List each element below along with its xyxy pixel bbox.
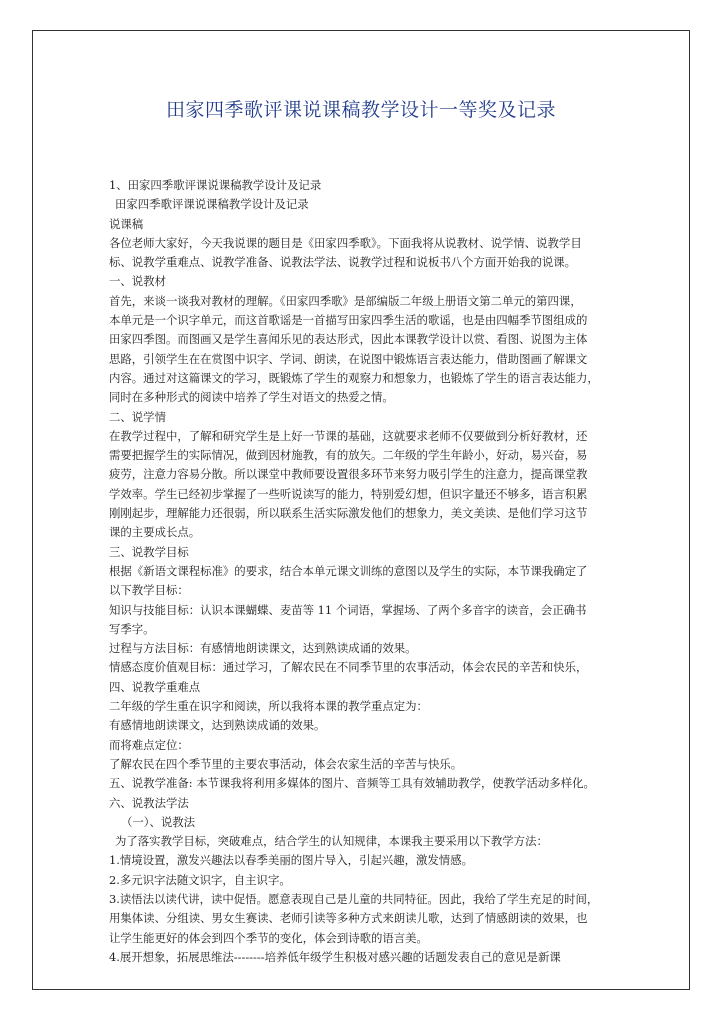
paragraph-line: 疲劳，注意力容易分散。所以课堂中教师要设置很多环节来努力吸引学生的注意力，提高课堂教 [109,467,588,482]
paragraph-line: 情感态度价值观目标：通过学习，了解农民在不同季节里的农事活动，体会农民的辛苦和快乐， [109,660,588,675]
section-heading: 说课稿 [109,216,144,231]
subtitle-line: 田家四季歌评课说课稿教学设计及记录 [115,197,309,212]
section-heading: 一、说教材 [109,274,166,289]
paragraph-line: 同时在多种形式的阅读中培养了学生对语文的热爱之情。 [109,390,394,405]
paragraph-line: 在教学过程中，了解和研究学生是上好一节课的基础，这就要求老师不仅要做到分析好教材，还 [109,428,588,443]
list-item: 4.展开想象，拓展思维法--------培养低年级学生积极对感兴趣的话题发表自己的意见是新课 [109,949,561,964]
paragraph-line: 本单元是一个识字单元，而这首歌谣是一首描写田家四季生活的歌谣，也是由四幅季节图组成的 [109,313,588,328]
paragraph-line: 而将难点定位： [109,737,189,752]
section-heading: 1、田家四季歌评课说课稿教学设计及记录 [109,178,322,192]
document-body [109,176,657,967]
list-item: 3.读悟法以读代讲，读中促悟。愿意表现自己是儿童的共同特征。因此，我给了学生充足的时间， [109,891,599,906]
paragraph-line: 课的主要成长点。 [109,525,201,540]
paragraph-line: 让学生能更好的体会到四个季节的变化，体会到诗歌的语言美。 [109,930,428,945]
paragraph-line: 标、说教学重难点、说教学准备、说教法学法、说教学过程和说板书八个方面开始我的说课。 [109,255,577,270]
paragraph-line: 有感情地朗读课文，达到熟读成诵的效果。 [109,718,326,733]
paragraph-line: 过程与方法目标：有感情地朗读课文，达到熟读成诵的效果。 [109,641,417,656]
paragraph-line: 首先，来谈一谈我对教材的理解。《田家四季歌》是部编版二年级上册语文第二单元的第四课， [109,293,582,308]
section-heading: 三、说教学目标 [109,544,189,559]
section-heading: 二、说学情 [109,409,166,424]
paragraph-line: 用集体读、分组读、男女生赛读、老师引读等多种方式来朗读儿歌，达到了情感朗读的效果，也 [109,911,588,926]
document-page [32,30,690,990]
list-item: 1.情境设置，激发兴趣法以春季美丽的图片导入，引起兴趣，激发情感。 [109,853,473,868]
paragraph-line: 刚刚起步，理解能力还很弱，所以联系生活实际激发他们的想象力，美文美读、是他们学习这节 [109,506,588,521]
paragraph-line: 内容。通过对这篇课文的学习，既锻炼了学生的观察力和想象力，也锻炼了学生的语言表达能力， [109,370,599,385]
paragraph-line: 了解农民在四个季节里的主要农事活动，体会农家生活的辛苦与快乐。 [109,756,463,771]
document-title: 田家四季歌评课说课稿教学设计一等奖及记录 [165,99,556,121]
paragraph-line: 各位老师大家好，今天我说课的题目是《田家四季歌》。下面我将从说教材、说学情、说教学目 [109,235,582,250]
paragraph-line: 田家四季图。而图画又是学生喜闻乐见的表达形式，因此本课教学设计以赏、看图、说图为主体 [109,332,588,347]
paragraph-line: 根据《新语文课程标准》的要求，结合本单元课文训练的意图以及学生的实际，本节课我确定了 [109,563,588,578]
paragraph-line: 学效率。学生已经初步掌握了一些听说读写的能力，特别爱幻想，但识字量还不够多，语言积累 [109,486,588,501]
paragraph-line: 写季字。 [109,621,155,636]
subsection-heading: （一）、说教法 [121,814,196,829]
paragraph-line: 为了落实教学目标，突破难点，结合学生的认知规律，本课我主要采用以下教学方法： [115,834,548,849]
section-heading: 四、说教学重难点 [109,679,201,694]
paragraph-line: 需要把握学生的实际情况，做到因材施教，有的放矢。二年级的学生年龄小，好动，易兴奋，易 [109,448,588,463]
paragraph-line: 以下教学目标： [109,583,189,598]
section-heading: 五、说教学准备: 本节课我将利用多媒体的图片、音频等工具有效辅助教学，使教学活动多样化。 [109,776,595,791]
section-heading: 六、说教法学法 [109,795,189,810]
paragraph-line: 二年级的学生重在识字和阅读，所以我将本课的教学重点定为： [109,699,428,714]
paragraph-line: 知识与技能目标：认识本课蝴蝶、麦苗等 11 个词语，掌握场、了两个多音字的读音，会正确书 [109,602,587,617]
list-item: 2.多元识字法随文识字，自主识字。 [109,872,291,887]
paragraph-line: 思路，引领学生在在赏图中识字、学词、朗读，在说图中锻炼语言表达能力，借助图画了解课文 [109,351,588,366]
